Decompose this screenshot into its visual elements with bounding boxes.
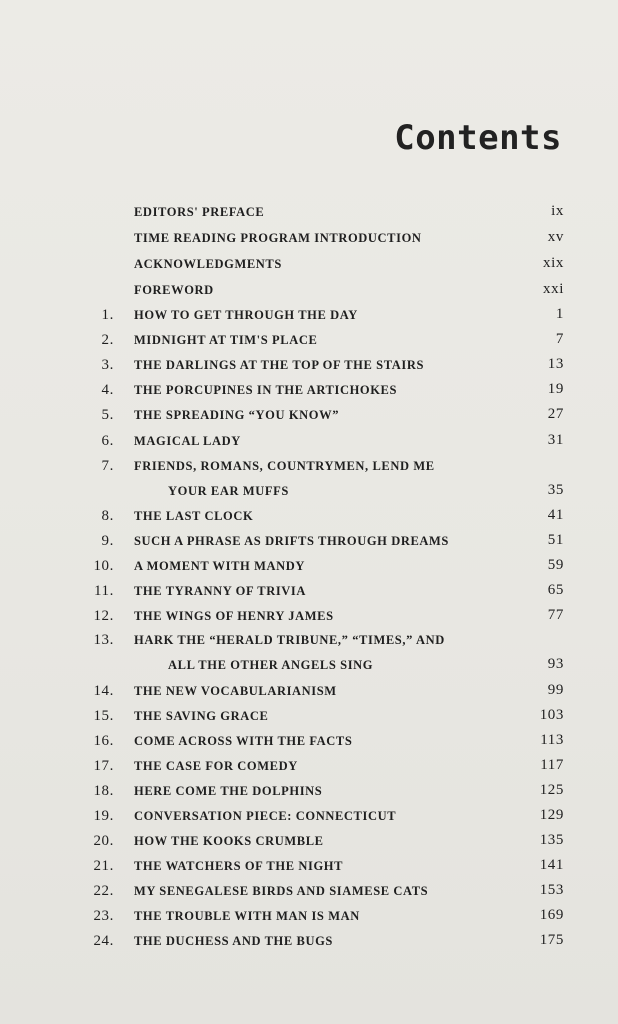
toc-entry-page: 153 [539, 882, 564, 898]
toc-entry-page: 27 [547, 406, 564, 422]
toc-entry-title: HOW THE KOOKS CRUMBLE [134, 834, 324, 848]
toc-entry-page: xv [547, 229, 564, 245]
toc-entry-title: THE SPREADING “YOU KNOW” [134, 408, 340, 422]
toc-entry-page: 77 [547, 607, 564, 623]
toc-entry-title: MY SENEGALESE BIRDS AND SIAMESE CATS [134, 884, 429, 898]
toc-entry-page: 129 [539, 807, 564, 823]
toc-entry [0, 609, 618, 629]
toc-entry [0, 934, 618, 954]
toc-entry-number: 14. [93, 683, 114, 699]
toc-entry [0, 408, 618, 428]
toc-entry-title: ALL THE OTHER ANGELS SING [168, 658, 374, 672]
toc-entry-number: 17. [93, 758, 114, 774]
toc-entry-page: 7 [555, 331, 564, 347]
toc-entry-page: 169 [539, 907, 564, 923]
toc-entry-page: 125 [539, 782, 564, 798]
toc-entry-page: 135 [539, 832, 564, 848]
toc-entry [0, 559, 618, 579]
toc-entry-number: 19. [93, 808, 114, 824]
toc-entry-page: 19 [547, 381, 564, 397]
toc-entry [0, 459, 618, 479]
toc-entry-title: THE LAST CLOCK [134, 509, 254, 523]
toc-entry-page: 65 [547, 582, 564, 598]
toc-entry-title: TIME READING PROGRAM INTRODUCTION [134, 231, 422, 245]
toc-entry [0, 584, 618, 604]
toc-entry-title: CONVERSATION PIECE: CONNECTICUT [134, 809, 397, 823]
toc-entry-page: 41 [547, 507, 564, 523]
toc-entry-number: 6. [101, 433, 114, 449]
toc-entry-page: 141 [539, 857, 564, 873]
toc-entry-title: FRIENDS, ROMANS, COUNTRYMEN, LEND ME [134, 459, 435, 473]
toc-entry-number: 21. [93, 858, 114, 874]
toc-entry-number: 9. [101, 533, 114, 549]
toc-entry-title: THE TYRANNY OF TRIVIA [134, 584, 306, 598]
toc-entry-page: ix [551, 203, 564, 219]
toc-entry-title: THE PORCUPINES IN THE ARTICHOKES [134, 383, 398, 397]
toc-entry-title: YOUR EAR MUFFS [168, 484, 289, 498]
toc-entry-title: HERE COME THE DOLPHINS [134, 784, 323, 798]
toc-entry-number: 20. [93, 833, 114, 849]
toc-entry-number: 10. [93, 558, 114, 574]
toc-entry [0, 884, 618, 904]
toc-entry-title: THE DUCHESS AND THE BUGS [134, 934, 333, 948]
toc-entry [0, 358, 618, 378]
toc-entry [0, 231, 618, 251]
toc-entry-number: 11. [94, 583, 114, 599]
page-title: Contents [394, 118, 562, 158]
toc-entry [0, 734, 618, 754]
toc-entry-page: 113 [540, 732, 564, 748]
toc-entry-title: MIDNIGHT AT TIM'S PLACE [134, 333, 318, 347]
toc-entry-title: HARK THE “HERALD TRIBUNE,” “TIMES,” AND [134, 633, 445, 647]
toc-entry [0, 257, 618, 277]
toc-entry-title: THE DARLINGS AT THE TOP OF THE STAIRS [134, 358, 425, 372]
toc-entry-page: 99 [547, 682, 564, 698]
toc-entry-page: 51 [547, 532, 564, 548]
toc-entry [0, 205, 618, 225]
toc-entry-title: THE SAVING GRACE [134, 709, 269, 723]
toc-entry-number: 7. [101, 458, 114, 474]
toc-entry [0, 658, 618, 678]
toc-entry [0, 684, 618, 704]
toc-entry-number: 5. [101, 407, 114, 423]
toc-entry-title: ACKNOWLEDGMENTS [134, 257, 282, 271]
toc-entry-page: 1 [555, 306, 564, 322]
toc-entry-number: 2. [101, 332, 114, 348]
toc-entry-title: HOW TO GET THROUGH THE DAY [134, 308, 358, 322]
toc-entry-number: 4. [101, 382, 114, 398]
toc-entry [0, 709, 618, 729]
toc-entry [0, 509, 618, 529]
toc-entry [0, 809, 618, 829]
toc-entry [0, 484, 618, 504]
toc-entry-page: 175 [539, 932, 564, 948]
toc-entry-title: MAGICAL LADY [134, 434, 241, 448]
toc-entry-number: 12. [93, 608, 114, 624]
toc-entry [0, 333, 618, 353]
toc-entry [0, 383, 618, 403]
toc-entry-number: 3. [101, 357, 114, 373]
toc-entry [0, 633, 618, 653]
toc-entry-page: 13 [547, 356, 564, 372]
toc-entry-title: THE NEW VOCABULARIANISM [134, 684, 337, 698]
toc-entry-page: 35 [547, 482, 564, 498]
toc-entry-page: 117 [540, 757, 564, 773]
toc-entry-title: A MOMENT WITH MANDY [134, 559, 306, 573]
toc-entry-number: 1. [101, 307, 114, 323]
toc-entry [0, 909, 618, 929]
toc-entry-number: 22. [93, 883, 114, 899]
toc-entry-title: THE WINGS OF HENRY JAMES [134, 609, 334, 623]
toc-entry-title: THE CASE FOR COMEDY [134, 759, 298, 773]
toc-entry-title: FOREWORD [134, 283, 214, 297]
toc-entry-title: THE TROUBLE WITH MAN IS MAN [134, 909, 360, 923]
toc-entry-number: 24. [93, 933, 114, 949]
toc-entry-number: 15. [93, 708, 114, 724]
toc-entry-page: 103 [539, 707, 564, 723]
toc-entry-page: 59 [547, 557, 564, 573]
toc-entry-number: 16. [93, 733, 114, 749]
toc-entry [0, 434, 618, 454]
toc-entry [0, 283, 618, 303]
toc-entry [0, 784, 618, 804]
toc-entry [0, 834, 618, 854]
toc-entry [0, 534, 618, 554]
toc-entry-page: 93 [547, 656, 564, 672]
toc-entry-page: xix [543, 255, 564, 271]
toc-entry-number: 18. [93, 783, 114, 799]
toc-entry [0, 759, 618, 779]
toc-entry-title: SUCH A PHRASE AS DRIFTS THROUGH DREAMS [134, 534, 449, 548]
toc-entry-title: EDITORS' PREFACE [134, 205, 265, 219]
toc-entry-number: 13. [93, 632, 114, 648]
toc-entry [0, 859, 618, 879]
toc-entry-page: xxi [543, 281, 564, 297]
toc-entry-number: 8. [101, 508, 114, 524]
toc-entry-number: 23. [93, 908, 114, 924]
toc-entry-title: THE WATCHERS OF THE NIGHT [134, 859, 344, 873]
toc-entry-title: COME ACROSS WITH THE FACTS [134, 734, 353, 748]
toc-entry-page: 31 [547, 432, 564, 448]
toc-entry [0, 308, 618, 328]
